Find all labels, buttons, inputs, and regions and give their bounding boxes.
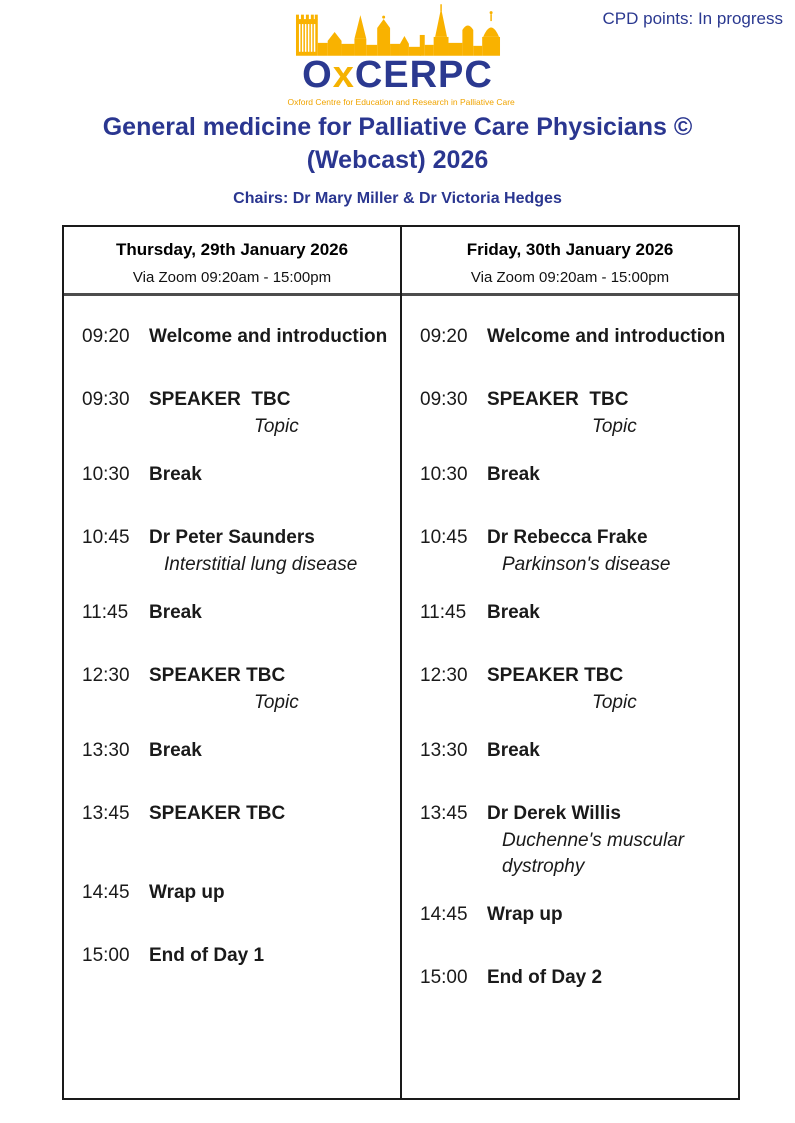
day-title: Friday, 30th January 2026 (466, 240, 674, 259)
item-time: 10:30 (82, 464, 130, 485)
schedule-item (402, 324, 738, 351)
item-title: Break (487, 740, 540, 761)
schedule-item (64, 462, 400, 489)
item-title: Break (149, 464, 202, 485)
item-time: 11:45 (420, 602, 467, 623)
item-title: SPEAKER TBC (149, 389, 291, 410)
schedule-item (64, 943, 400, 970)
item-title: SPEAKER TBC (149, 665, 286, 686)
page-title-line2: (Webcast) 2026 (306, 146, 489, 174)
schedule-item (64, 600, 400, 627)
item-subtitle: Topic (592, 692, 637, 713)
oxcerpc-logo (287, 4, 515, 107)
item-title: End of Day 2 (487, 967, 603, 988)
item-time: 13:30 (420, 740, 468, 761)
day-header-thursday (64, 227, 400, 296)
item-subtitle: Duchenne's muscular dystrophy (502, 830, 685, 877)
item-time: 09:30 (82, 389, 130, 410)
item-time: 10:45 (82, 527, 130, 548)
schedule-item (402, 965, 738, 992)
schedule-item (402, 902, 738, 929)
day-column-thursday (64, 227, 400, 1098)
session-times: Via Zoom 09:20am - 15:00pm (470, 269, 670, 286)
programme-table (62, 225, 740, 1100)
item-title: Dr Rebecca Frake (487, 527, 648, 548)
schedule-item (64, 801, 400, 828)
item-subtitle: Interstitial lung disease (164, 554, 358, 575)
item-time: 10:30 (420, 464, 468, 485)
item-time: 14:45 (82, 882, 130, 903)
logo-letters-cerpc: CERPC (354, 54, 493, 96)
logo-letter-o: O (302, 54, 333, 96)
item-title: Break (487, 602, 540, 623)
page-title-line1: General medicine for Palliative Care Physicians © (102, 113, 693, 141)
item-title: SPEAKER TBC (487, 665, 624, 686)
item-time: 14:45 (420, 904, 468, 925)
item-title: Welcome and introduction (487, 326, 726, 347)
item-title: Break (149, 602, 202, 623)
schedule-item (402, 387, 738, 440)
schedule-item (402, 663, 738, 716)
item-subtitle: Topic (254, 416, 299, 437)
schedule-item (402, 525, 738, 578)
page-title (0, 111, 795, 177)
item-time: 13:45 (82, 803, 130, 824)
item-time: 11:45 (82, 602, 129, 623)
item-time: 15:00 (420, 967, 468, 988)
item-title: Welcome and introduction (149, 326, 388, 347)
day-column-friday (400, 227, 738, 1098)
schedule-item (402, 801, 738, 880)
cpd-points-status: CPD points: In progress (602, 9, 783, 28)
schedule-item (64, 387, 400, 440)
item-title: SPEAKER TBC (149, 803, 286, 824)
item-title: Wrap up (149, 882, 225, 903)
session-times: Via Zoom 09:20am - 15:00pm (132, 269, 332, 286)
day-body-1 (402, 296, 738, 1098)
item-time: 13:45 (420, 803, 468, 824)
schedule-item (64, 663, 400, 716)
item-time: 09:30 (420, 389, 468, 410)
schedule-item (64, 324, 400, 351)
item-title: End of Day 1 (149, 945, 265, 966)
item-subtitle: Topic (592, 416, 637, 437)
schedule-item (64, 880, 400, 907)
item-time: 15:00 (82, 945, 130, 966)
item-time: 09:20 (82, 326, 130, 347)
schedule-item (402, 738, 738, 765)
item-time: 12:30 (420, 665, 468, 686)
item-title: SPEAKER TBC (487, 389, 629, 410)
schedule-item (402, 462, 738, 489)
item-title: Wrap up (487, 904, 563, 925)
item-time: 12:30 (82, 665, 130, 686)
item-subtitle: Topic (254, 692, 299, 713)
item-title: Dr Peter Saunders (149, 527, 315, 548)
oxford-skyline-icon (295, 4, 501, 56)
day-title: Thursday, 29th January 2026 (115, 240, 349, 259)
schedule-item (64, 525, 400, 578)
logo-tagline: Oxford Centre for Education and Research in Palliative Care (287, 97, 515, 107)
item-title: Dr Derek Willis (487, 803, 621, 824)
item-title: Break (487, 464, 540, 485)
item-time: 09:20 (420, 326, 468, 347)
schedule-item (64, 738, 400, 765)
logo-wordmark (288, 56, 508, 94)
schedule-item (402, 600, 738, 627)
chairs-line: Chairs: Dr Mary Miller & Dr Victoria Hedges (233, 190, 562, 207)
day-header-friday (402, 227, 738, 296)
logo-letter-x: x (332, 54, 355, 96)
item-subtitle: Parkinson's disease (502, 554, 671, 575)
item-time: 10:45 (420, 527, 468, 548)
item-title: Break (149, 740, 202, 761)
day-body-0 (64, 296, 400, 1098)
item-time: 13:30 (82, 740, 130, 761)
